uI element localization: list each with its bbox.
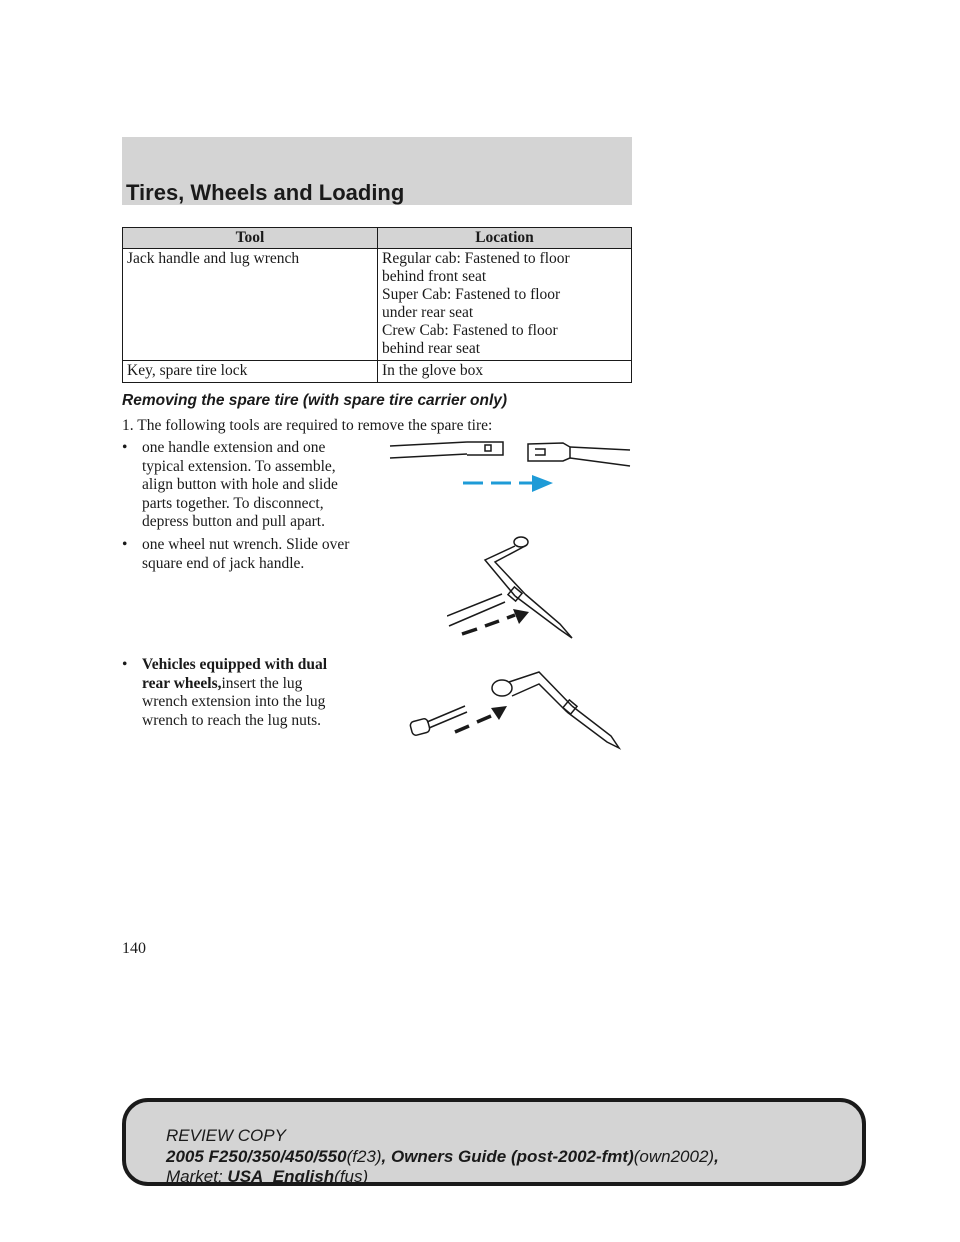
location-line: behind rear seat <box>382 340 481 357</box>
tool-cell: Jack handle and lug wrench <box>123 249 378 361</box>
table-row <box>123 361 632 383</box>
bullet-bold-text: rear wheels, <box>142 674 222 692</box>
table-header-row <box>123 228 632 249</box>
handle-extension-illustration <box>385 436 635 498</box>
column-header-location: Location <box>378 228 632 249</box>
bullet-dot-icon: • <box>122 536 128 553</box>
footer-market-value: USA_English <box>227 1167 335 1186</box>
bullet-line <box>142 656 380 675</box>
bullet-line: square end of jack handle. <box>142 554 305 572</box>
bullet-line: wrench extension into the lug <box>142 693 326 710</box>
footer-guide-title: , Owners Guide (post-2002-fmt) <box>381 1147 634 1166</box>
bullet-line: one handle extension and one <box>142 439 326 456</box>
location-cell <box>378 249 632 361</box>
bullet-line: parts together. To disconnect, <box>142 494 324 512</box>
footer-line-3 <box>166 1167 368 1187</box>
bullet-line: one wheel nut wrench. Slide over <box>142 536 350 553</box>
footer-guide-code: (own2002) <box>633 1147 715 1166</box>
footer-line-1: REVIEW COPY <box>166 1126 286 1145</box>
location-line: Crew Cab: Fastened to floor <box>382 322 558 339</box>
page-number: 140 <box>122 940 146 957</box>
bullet-line: wrench to reach the lug nuts. <box>142 711 322 729</box>
footer-code: (f23) <box>346 1147 382 1166</box>
bullet-line: depress button and pull apart. <box>142 513 325 530</box>
bullet-item <box>122 439 380 532</box>
page-section-title: Tires, Wheels and Loading <box>126 180 405 205</box>
bullet-rest-text: insert the lug <box>221 674 303 692</box>
footer-market-code: (fus) <box>334 1167 369 1186</box>
bullet-dot-icon: • <box>122 439 128 456</box>
tools-table <box>122 227 632 383</box>
section-heading: Removing the spare tire (with spare tire carrier only) <box>122 392 508 409</box>
location-line: In the glove box <box>382 362 484 379</box>
footer-line-2 <box>166 1147 719 1167</box>
footer-comma: , <box>714 1147 719 1166</box>
column-header-tool: Tool <box>123 228 378 249</box>
bullet-item <box>122 656 380 730</box>
location-line: Regular cab: Fastened to floor <box>382 250 570 267</box>
location-cell <box>378 361 632 383</box>
intro-paragraph: 1. The following tools are required to remove the spare tire: <box>122 417 493 434</box>
tool-cell: Key, spare tire lock <box>123 361 378 383</box>
bullet-line: typical extension. To assemble, <box>142 457 336 475</box>
lug-wrench-extension-illustration <box>407 668 629 752</box>
location-line: Super Cab: Fastened to floor <box>382 286 561 303</box>
footer-model: 2005 F250/350/450/550 <box>166 1147 347 1166</box>
wheel-nut-wrench-illustration <box>447 534 587 646</box>
footer-market-label: Market: <box>166 1167 223 1186</box>
bullet-line: align button with hole and slide <box>142 476 338 493</box>
location-line: under rear seat <box>382 304 474 321</box>
location-line: behind front seat <box>382 268 487 285</box>
table-row <box>123 249 632 361</box>
bullet-item <box>122 536 380 573</box>
bullet-line <box>142 675 380 694</box>
bullet-dot-icon: • <box>122 656 128 673</box>
bullet-bold-text: Vehicles equipped with dual <box>142 656 328 673</box>
